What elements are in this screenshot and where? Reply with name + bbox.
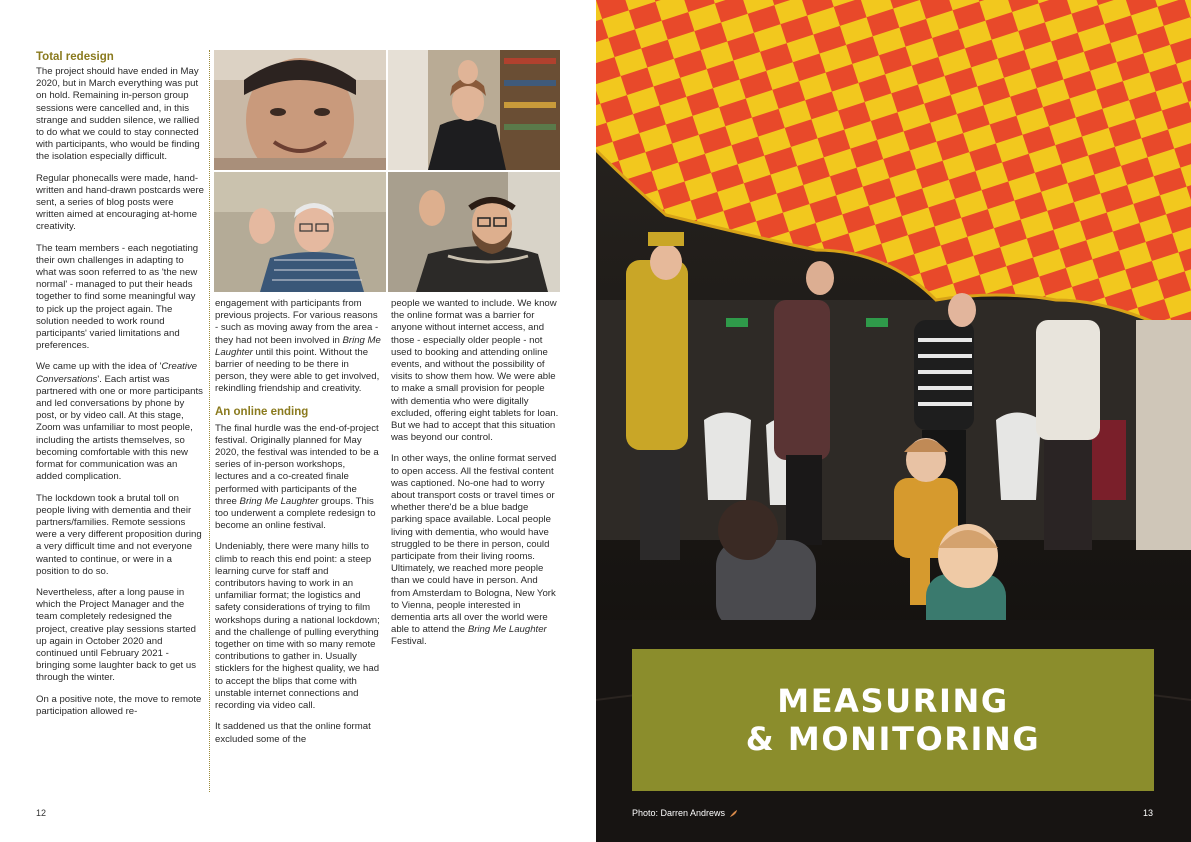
paragraph <box>391 453 559 648</box>
page-number-right: 13 <box>1142 808 1153 818</box>
text-run: The final hurdle was the end-of-project festival. Originally planned for May 2020, the festival was intended to be a series of in-person workshops, lectures and a co-created finale performed with participants of the three <box>215 422 379 507</box>
paragraph: The project should have ended in May 2020, but in March everything was put on hold. Remaining in-person group sessions were cancelled and, in this strange and sudden silence, we rallied to do what we could to stay connected with participants, who would be finding the isolation especially difficult. <box>36 66 200 163</box>
video-call-grid <box>214 50 560 292</box>
feather-icon <box>729 809 738 818</box>
heading-online-ending: An online ending <box>215 405 309 418</box>
video-tile-man-smiling <box>214 50 386 170</box>
paragraph: On a positive note, the move to remote participation allowed re- <box>36 693 202 717</box>
column-2 <box>215 298 381 755</box>
text-run: We came up with the idea of ' <box>36 361 162 373</box>
page-number-left: 12 <box>36 808 47 818</box>
section-title-line-1: MEASURING <box>777 682 1009 720</box>
paragraph: people we wanted to include. We know the online format was a barrier for anyone without internet access, and those - especially older people - not used to booking and attending online events, and without the possibility of visits to show them how. We were able to make a small provision for people with dementia who were digitally excluded, offering eight tablets for loan. But we had to accept that this situation was beyond our control. <box>391 298 559 444</box>
section-title-line-2: & MONITORING <box>745 720 1041 758</box>
heading-total-redesign: Total redesign <box>36 51 114 63</box>
text-run: '. Each artist was partnered with one or more participants and led conversations by phone by post, or by video call. At this stage, Zoom was unfamiliar to most people, including the artists themselves, so becoming comfortable with this new format for communication was an added complication. <box>36 373 203 483</box>
paragraph: The team members - each negotiating their own challenges in adapting to what was soon referred to as 'the new normal' - managed to put their heads together to find some meaningful way to pick up the project again. The solution needed to work round participants' varied limitations and preferences. <box>36 242 199 352</box>
paragraph: Nevertheless, after a long pause in which the Project Manager and the team completely redesigned the project, creative play sessions started up again in October 2020 and continued until February 2021 - bringing some laughter back to get us through the winter. <box>36 586 196 684</box>
column-3 <box>391 298 559 658</box>
paragraph <box>215 298 381 396</box>
video-tile-woman-waving <box>388 50 560 170</box>
photo-credit <box>632 808 738 818</box>
text-run: groups. This too underwent a complete redesign to become an online festival. <box>215 495 376 532</box>
column-1 <box>36 50 204 727</box>
video-tile-older-man-waving <box>214 172 386 292</box>
text-run: Festival. <box>391 636 427 648</box>
photo-credit-text: Photo: Darren Andrews <box>632 808 726 818</box>
italic-text: Bring Me Laughter <box>467 624 547 636</box>
paragraph <box>215 423 381 533</box>
text-run: until this point. Without the barrier of needing to be there in person, they were able to get involved, rekindling friendship and creativity. <box>215 346 380 395</box>
paragraph: The lockdown took a brutal toll on people living with dementia and their partners/families. Remote sessions were a very different proposition during a very difficult time and not everyone wanted to continue, or were in a position to do so. <box>36 492 202 577</box>
column-divider <box>209 50 210 792</box>
section-title-box <box>632 649 1154 791</box>
text-run: engagement with participants from previous projects. For various reasons - such as moving away from the area - they had not been involved in <box>215 298 379 346</box>
italic-text: Bring Me Laughter <box>239 495 319 507</box>
italic-text: Creative Conversations <box>36 361 198 385</box>
right-page <box>596 0 1191 842</box>
paragraph: Undeniably, there were many hills to climb to reach this end point: a steep learning curve for staff and contributors having to work in an unfamiliar format; the logistics and safety considerations of trying to film workshops during a national lockdown; and the challenge of pulling everything together on time with so many remote contributions to gather in. Usually sticklers for the highest quality, we had to accept the blips that come with unstable internet connections and recording via video call. <box>215 541 380 712</box>
paragraph: It saddened us that the online format excluded some of the <box>215 721 371 745</box>
italic-text: Bring Me Laughter <box>215 334 381 358</box>
paragraph: Regular phonecalls were made, hand-written and hand-drawn postcards were sent, a series of blog posts were written aimed at encouraging at-home creativity. <box>36 172 204 233</box>
text-run: In other ways, the online format served to open access. All the festival content was captioned. No-one had to worry about transport costs or travel times or whether there'd be a blue badge parking space available. Local people living with dementia, who would have struggled to be there in person, could participate from their living rooms. Ultimately, we reached more people than we could have in person. And from Amsterdam to Bologna, New York to Vienna, people interested in dementia arts all over the world were able to attend the <box>391 453 557 636</box>
paragraph <box>36 361 204 483</box>
video-tile-bearded-man-waving <box>388 172 560 292</box>
